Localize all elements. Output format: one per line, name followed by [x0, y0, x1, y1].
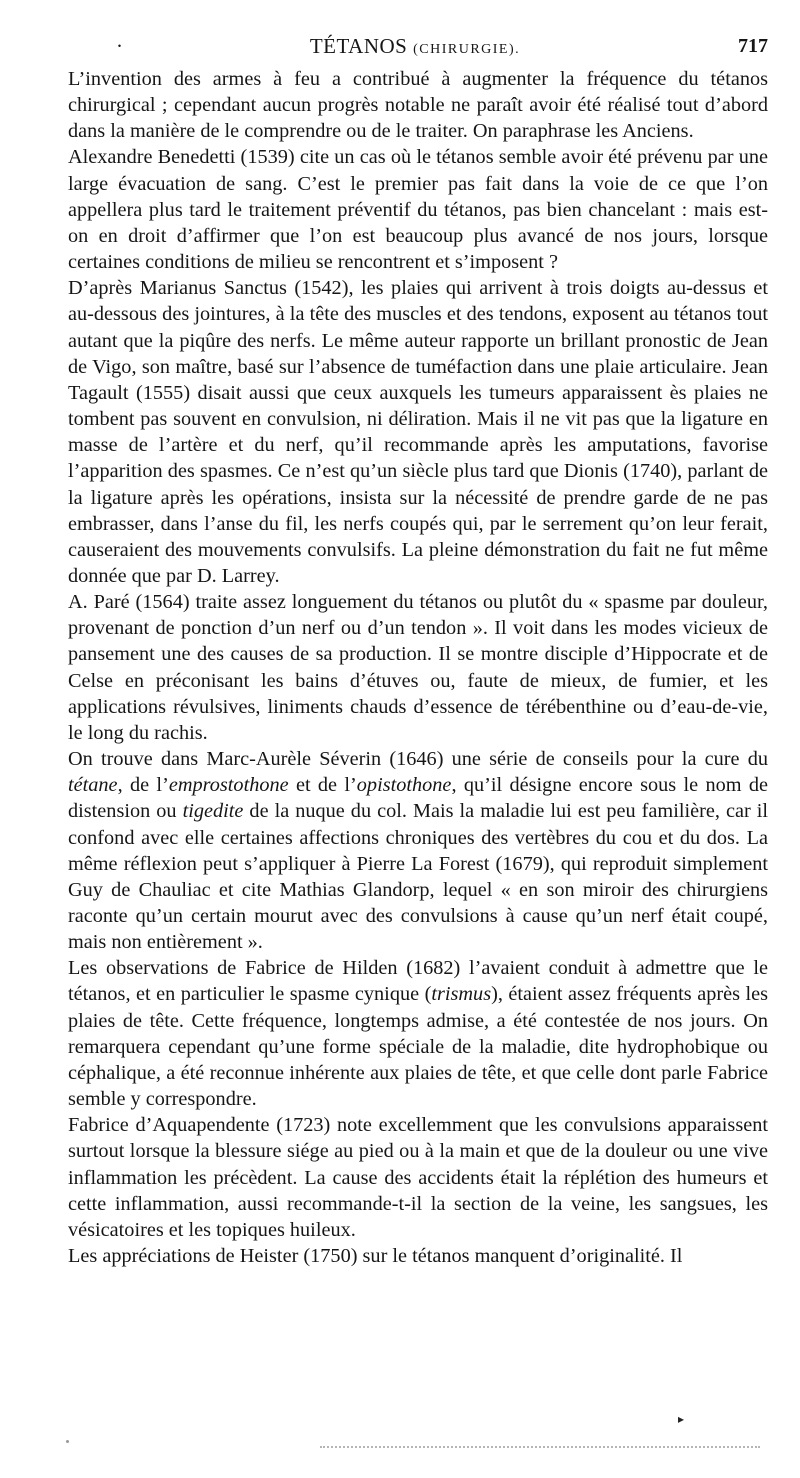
italic-term: tétane [68, 774, 118, 797]
page-title [62, 30, 768, 66]
paragraph-5 [68, 746, 768, 955]
paragraph-1: L’invention des armes à feu a contribué à augmenter la fréquence du tétanos chirurgical ; cependant aucun progrès notable ne paraît avoir été réalisé tout d’abord dans la manière de le comprendre ou de le traiter. On paraphrase les Anciens. [68, 68, 768, 143]
text-span: On trouve dans Marc-Aurèle Séverin (1646) une série de conseils pour la cure du [68, 748, 768, 771]
paragraph-8: Les appréciations de Heister (1750) sur le tétanos manquent d’originalité. Il [68, 1245, 683, 1268]
italic-term: tigedite [182, 800, 244, 823]
footer-dotted-rule [320, 1446, 760, 1448]
scan-speck [66, 1440, 69, 1443]
page-number: 717 [738, 35, 768, 57]
paragraph-2: Alexandre Benedetti (1539) cite un cas où le tétanos semble avoir été prévenu par une large évacuation de sang. C’est le premier pas fait dans la voie de ce que l’on appellera plus tard le traitement préventif du tétanos, pas bien chancelant : mais est-on en droit d’affirmer que l’on est beaucoup plus avancé de nos jours, lorsque certaines conditions de milieu se rencontrent et s’imposent ? [68, 146, 768, 274]
title-subtitle: (CHIRURGIE). [413, 42, 521, 57]
italic-term: emprostothone [168, 774, 289, 797]
text-span: Les observations de Fabrice de Hilden (1682) l’avaient conduit à admettre que le tétanos, et en particulier le spasme cynique ( [68, 957, 768, 1006]
paragraph-6 [68, 955, 768, 1112]
text-span: , qu’il désigne encore sous le nom de distension ou [68, 774, 768, 823]
italic-term: trismus [431, 983, 492, 1006]
text-span: , de l’ [117, 774, 169, 797]
text-span: et de l’ [288, 774, 357, 797]
text-span: ), étaient assez fréquents après les plaies de tête. Cette fréquence, longtemps admise, a été contestée de nos jours. On remarquera cependant qu’une forme spéciale de la maladie, dite hydrophobique ou céphalique, a été reconnue inhérente aux plaies de tête, et que celle dont parle Fabrice semble y correspondre. [68, 983, 768, 1111]
paragraph-4: A. Paré (1564) traite assez longuement du tétanos ou plutôt du « spasme par douleur, provenant de ponction d’un nerf ou d’un tendon ». Il voit dans les modes vicieux de pansement une des causes de sa production. Il se montre disciple d’Hippocrate et de Celse en préconisant les bains d’étuves ou, faute de mieux, de fumier, et les applications révulsives, liniments chauds d’essence de térébenthine ou d’eau-de-vie, le long du rachis. [68, 591, 768, 744]
running-head [62, 30, 768, 62]
body-text [68, 66, 768, 1269]
header-dot: · [116, 34, 123, 58]
title-text: TÉTANOS [309, 34, 408, 58]
footer-mark: ▸ [678, 1412, 685, 1426]
paragraph-7: Fabrice d’Aquapendente (1723) note excellemment que les convulsions apparaissent surtout lorsque la blessure siége au pied ou à la main et que de la douleur ou une vive inflammation les précèdent. La cause des accidents était la réplétion des humeurs et cette inflammation, aussi recommande-t-il la section de la veine, les sangsues, les vésicatoires et les topiques huileux. [68, 1114, 768, 1241]
paragraph-3: D’après Marianus Sanctus (1542), les plaies qui arrivent à trois doigts au-dessus et au-dessous des jointures, à la tête des muscles et des tendons, exposent au tétanos tout autant que la piqûre des nerfs. Le même auteur rapporte un brillant pronostic de Jean de Vigo, son maître, basé sur l’absence de tuméfaction dans une plaie articulaire. Jean Tagault (1555) disait aussi que ceux auxquels les tumeurs apparaissent ès plaies ne tombent pas souvent en convulsion, ni déliration. Mais il ne vit pas que la ligature en masse de l’artère et du nerf, qu’il recommande après les amputations, favorise l’apparition des spasmes. Ce n’est qu’un siècle plus tard que Dionis (1740), parlant de la ligature après les opérations, insista sur la nécessité de prendre garde de ne pas embrasser, dans l’anse du fil, les nerfs coupés qui, par le serrement qu’on leur ferait, causeraient des mouvements convulsifs. La pleine démonstration du fait ne fut même donnée que par D. Larrey. [68, 277, 768, 587]
italic-term: opistothone [356, 774, 452, 797]
text-span: de la nuque du col. Mais la maladie lui est peu familière, car il confond avec elle certaines affections chroniques des vertèbres du cou et du dos. La même réflexion peut s’appliquer à Pierre La Forest (1679), qui reproduit simplement Guy de Chauliac et cite Mathias Glandorp, lequel « en son miroir des chirurgiens raconte qu’un certain mourut avec des convulsions à cause qu’un nerf était coupé, mais non entièrement ». [68, 800, 768, 954]
